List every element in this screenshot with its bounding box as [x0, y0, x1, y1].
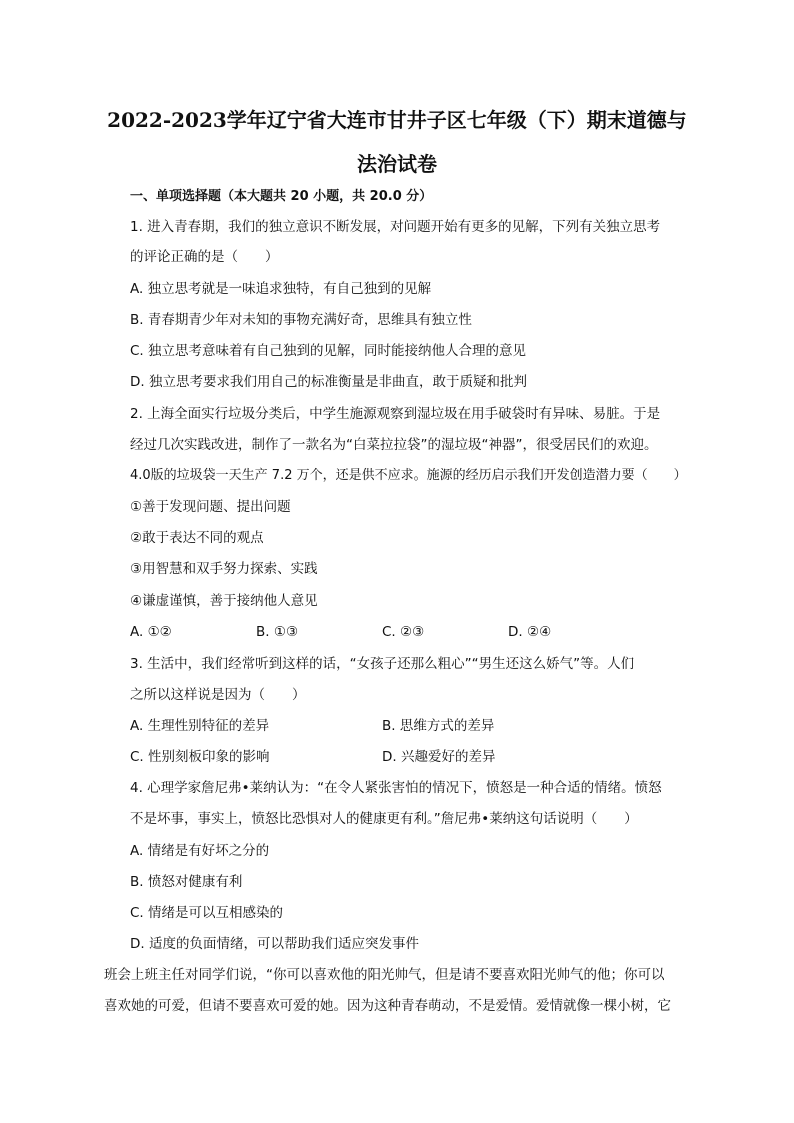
q2-item-2: ②敢于表达不同的观点 — [130, 530, 264, 546]
exam-title-line-1: 2022-2023学年辽宁省大连市甘井子区七年级（下）期末道德与 — [107, 108, 687, 132]
q3-option-c: C. 性别刻板印象的影响 — [130, 749, 270, 765]
q2-item-1: ①善于发现问题、提出问题 — [130, 499, 291, 515]
q2-item-3: ③用智慧和双手努力探索、实践 — [130, 561, 318, 577]
q3-option-b: B. 思维方式的差异 — [382, 718, 495, 734]
q2-stem-line-3: 4.0版的垃圾袋一天生产 7.2 万个，还是供不应求。施源的经历启示我们开发创造潜力要（ ） — [130, 468, 687, 483]
section-heading: 一、单项选择题（本大题共 20 小题，共 20.0 分） — [130, 189, 433, 204]
q1-option-d: D. 独立思考要求我们用自己的标准衡量是非曲直，敢于质疑和批判 — [130, 374, 527, 390]
q4-option-c: C. 情绪是可以互相感染的 — [130, 905, 284, 921]
q5-stem-line-1: 班会上班主任对同学们说，“你可以喜欢他的阳光帅气，但是请不要喜欢阳光帅气的他；你可以 — [104, 967, 665, 983]
q3-stem-line-1: 3. 生活中，我们经常听到这样的话，“女孩子还那么粗心”“男生还这么娇气”等。人们 — [130, 656, 635, 672]
q4-stem-line-1: 4. 心理学家詹尼弗•莱纳认为：“在令人紧张害怕的情况下，愤怒是一种合适的情绪。愤怒 — [130, 780, 662, 796]
q2-item-4: ④谦虚谨慎，善于接纳他人意见 — [130, 593, 318, 609]
exam-title-line-2: 法治试卷 — [357, 152, 437, 176]
q3-option-a: A. 生理性别特征的差异 — [130, 718, 270, 734]
q1-option-c: C. 独立思考意味着有自己独到的见解，同时能接纳他人合理的意见 — [130, 343, 527, 359]
q5-stem-line-2: 喜欢她的可爱，但请不要喜欢可爱的她。因为这种青春萌动，不是爱情。爱情就像一棵小树，它 — [104, 998, 671, 1014]
q4-option-a: A. 情绪是有好坏之分的 — [130, 843, 270, 859]
q3-option-d: D. 兴趣爱好的差异 — [382, 749, 496, 765]
q1-stem-line-2: 的评论正确的是（ ） — [130, 249, 279, 265]
q2-option-b: B. ①③ — [256, 624, 299, 640]
q2-option-a: A. ①② — [130, 624, 172, 640]
q4-stem-line-2: 不是坏事，事实上，愤怒比恐惧对人的健康更有利。”詹尼弗•莱纳这句话说明（ ） — [130, 811, 638, 827]
q2-stem-line-2: 经过几次实践改进，制作了一款名为“白菜拉拉袋”的湿垃圾“神器”，很受居民们的欢迎。 — [130, 437, 658, 453]
q4-option-b: B. 愤怒对健康有利 — [130, 874, 243, 890]
q2-option-c: C. ②③ — [382, 624, 425, 640]
q2-stem-line-1: 2. 上海全面实行垃圾分类后，中学生施源观察到湿垃圾在用手破袋时有异味、易脏。于是 — [130, 406, 661, 422]
q1-stem-line-1: 1. 进入青春期，我们的独立意识不断发展，对问题开始有更多的见解，下列有关独立思考 — [130, 219, 661, 235]
q1-option-a: A. 独立思考就是一味追求独特，有自己独到的见解 — [130, 281, 432, 297]
q1-option-b: B. 青春期青少年对未知的事物充满好奇，思维具有独立性 — [130, 312, 472, 328]
q2-option-d: D. ②④ — [508, 624, 552, 640]
q3-stem-line-2: 之所以这样说是因为（ ） — [130, 687, 306, 703]
q4-option-d: D. 适度的负面情绪，可以帮助我们适应突发事件 — [130, 936, 419, 952]
